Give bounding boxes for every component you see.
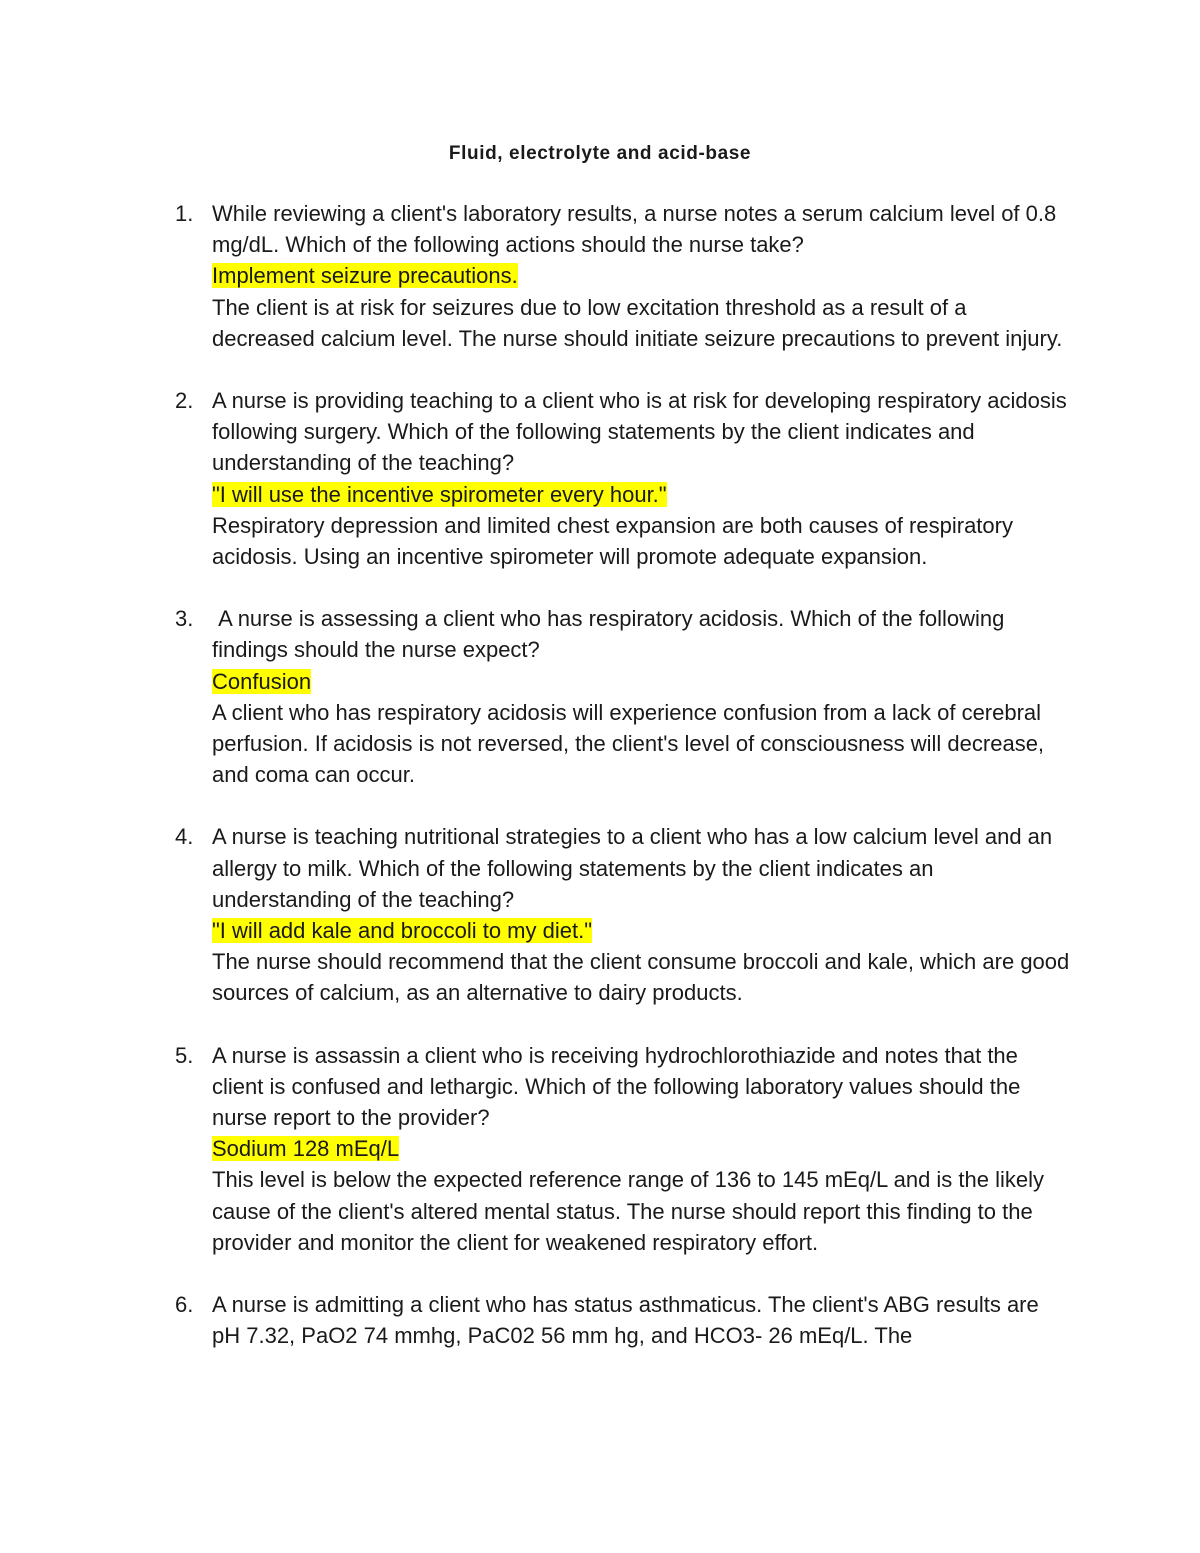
question-item-4 <box>0 821 1200 1008</box>
question-body <box>212 1040 1070 1258</box>
question-number: 1. <box>175 201 194 226</box>
highlighted-answer: Confusion <box>212 668 312 694</box>
question-item-1 <box>0 198 1200 354</box>
question-list <box>0 198 1200 1383</box>
question-number: 3. <box>175 606 194 632</box>
highlighted-answer: "I will use the incentive spirometer every hour." <box>212 481 667 507</box>
rationale-text: This level is below the expected reference range of 136 to 145 mEq/L and is the likely cause of the client's altered mental status. The nurse should report this finding to the provider and monitor the client for weakened respiratory effort. <box>212 1167 1045 1255</box>
question-number: 5. <box>175 1042 194 1068</box>
highlighted-answer: Sodium 128 mEq/L <box>212 1136 400 1162</box>
rationale-text: The client is at risk for seizures due to low excitation threshold as a result of a decreased calcium level. The nurse should initiate seizure precautions to prevent injury. <box>212 294 1063 351</box>
document-title: Fluid, electrolyte and acid-base <box>448 143 752 164</box>
question-item-2 <box>0 385 1200 572</box>
question-item-6 <box>0 1289 1200 1351</box>
question-text: While reviewing a client's laboratory results, a nurse notes a serum calcium level of 0.8 mg/dL. Which of the following actions should the nurse take? <box>212 201 1057 258</box>
question-item-3 <box>0 603 1200 790</box>
question-number: 2. <box>175 388 194 414</box>
question-body <box>212 1289 1070 1351</box>
question-text: A nurse is providing teaching to a client who is at risk for developing respiratory acidosis following surgery. Which of the following statements by the client indicates and understanding of the teaching? <box>212 388 1067 476</box>
highlighted-answer: Implement seizure precautions. <box>212 263 518 289</box>
question-item-5 <box>0 1040 1200 1258</box>
question-text: A nurse is admitting a client who has status asthmaticus. The client's ABG results are pH 7.32, PaO2 74 mmhg, PaC02 56 mm hg, and HCO3- 26 mEq/L. The <box>212 1292 1039 1349</box>
highlighted-answer: "I will add kale and broccoli to my diet." <box>212 918 593 944</box>
question-body <box>212 603 1070 790</box>
question-body <box>212 385 1070 572</box>
question-text: A nurse is teaching nutritional strategies to a client who has a low calcium level and an allergy to milk. Which of the following statements by the client indicates an understanding of the teaching? <box>212 824 1053 912</box>
question-number: 4. <box>175 824 194 850</box>
question-text: A nurse is assassin a client who is receiving hydrochlorothiazide and notes that the client is confused and lethargic. Which of the following laboratory values should the nurse report to the provider? <box>212 1042 1021 1131</box>
question-body <box>212 198 1070 354</box>
question-body <box>212 821 1070 1008</box>
question-text: A nurse is assessing a client who has respiratory acidosis. Which of the following findings should the nurse expect? <box>212 606 1011 663</box>
rationale-text: Respiratory depression and limited chest expansion are both causes of respiratory acidosis. Using an incentive spirometer will promote adequate expansion. <box>212 512 1013 570</box>
question-number: 6. <box>175 1292 194 1318</box>
rationale-text: A client who has respiratory acidosis will experience confusion from a lack of cerebral perfusion. If acidosis is not reversed, the client's level of consciousness will decrease, and coma can occur. <box>212 699 1045 788</box>
rationale-text: The nurse should recommend that the client consume broccoli and kale, which are good sources of calcium, as an alternative to dairy products. <box>212 949 1070 1006</box>
